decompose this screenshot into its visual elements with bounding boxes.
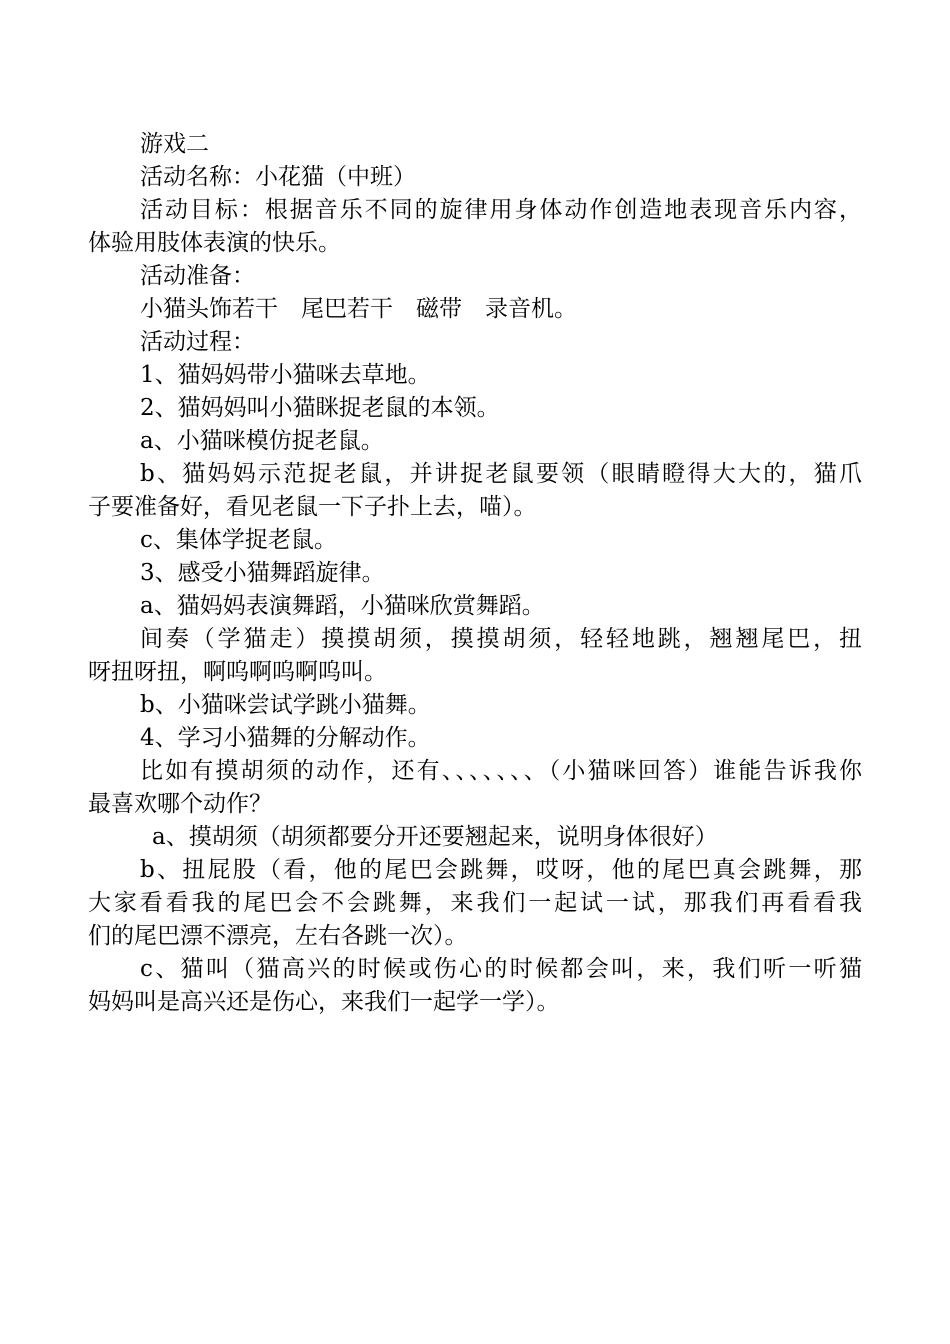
example-line-1: 比如有摸胡须的动作，还有、、、、、、、（小猫咪回答）谁能告诉我你 (140, 758, 862, 784)
activity-name: 活动名称：小花猫（中班） (140, 164, 416, 190)
step-2c: c、集体学捉老鼠。 (140, 527, 337, 553)
step-4: 4、学习小猫舞的分解动作。 (140, 725, 431, 751)
prep-items: 小猫头饰若干 尾巴若干 磁带 录音机。 (140, 296, 577, 322)
step-3a: a、猫妈妈表演舞蹈，小猫咪欣赏舞蹈。 (140, 593, 545, 619)
interlude-line-1: 间奏（学猫走）摸摸胡须，摸摸胡须，轻轻地跳，翘翘尾巴，扭 (140, 626, 862, 652)
step-2b (88, 458, 862, 524)
step-1: 1、猫妈妈带小猫咪去草地。 (140, 362, 431, 388)
step-2a: a、小猫咪模仿捉老鼠。 (140, 428, 384, 454)
interlude-line-2: 呀扭呀扭，啊呜啊呜啊呜叫。 (88, 659, 387, 685)
step-2b-line-1: b、猫妈妈示范捉老鼠，并讲捉老鼠要领（眼睛瞪得大大的，猫爪 (140, 461, 862, 487)
step-4c-line-2: 妈妈叫是高兴还是伤心，来我们一起学一学）。 (88, 989, 560, 1015)
example (88, 755, 862, 821)
step-4a: a、摸胡须（胡须都要分开还要翘起来，说明身体很好） (152, 824, 718, 850)
goal-line-1: 活动目标：根据音乐不同的旋律用身体动作创造地表现音乐内容， (140, 197, 862, 223)
document-page (88, 128, 862, 1019)
step-4b (88, 854, 862, 953)
step-3: 3、感受小猫舞蹈旋律。 (140, 560, 385, 586)
process-label: 活动过程： (140, 329, 255, 355)
example-line-2: 最喜欢哪个动作？ (88, 791, 272, 817)
step-4c (88, 953, 862, 1019)
step-2b-line-2: 子要准备好，看见老鼠一下子扑上去，喵）。 (88, 494, 537, 520)
step-4b-line-1: b、扭屁股（看，他的尾巴会跳舞，哎呀，他的尾巴真会跳舞，那 (140, 857, 862, 883)
prep-label: 活动准备： (140, 263, 255, 289)
interlude (88, 623, 862, 689)
document-title: 游戏二 (140, 131, 209, 157)
goal-line-2: 体验用肢体表演的快乐。 (88, 230, 341, 256)
step-2: 2、猫妈妈叫小猫眯捉老鼠的本领。 (140, 395, 500, 421)
step-4c-line-1: c、猫叫（猫高兴的时候或伤心的时候都会叫，来，我们听一听猫 (140, 956, 862, 982)
step-4b-line-2: 大家看看我的尾巴会不会跳舞，来我们一起试一试，那我们再看看我 (88, 890, 862, 916)
activity-goal (88, 194, 862, 260)
step-4b-line-3: 们的尾巴漂不漂亮，左右各跳一次）。 (88, 923, 468, 949)
step-3b: b、小猫咪尝试学跳小猫舞。 (140, 692, 431, 718)
